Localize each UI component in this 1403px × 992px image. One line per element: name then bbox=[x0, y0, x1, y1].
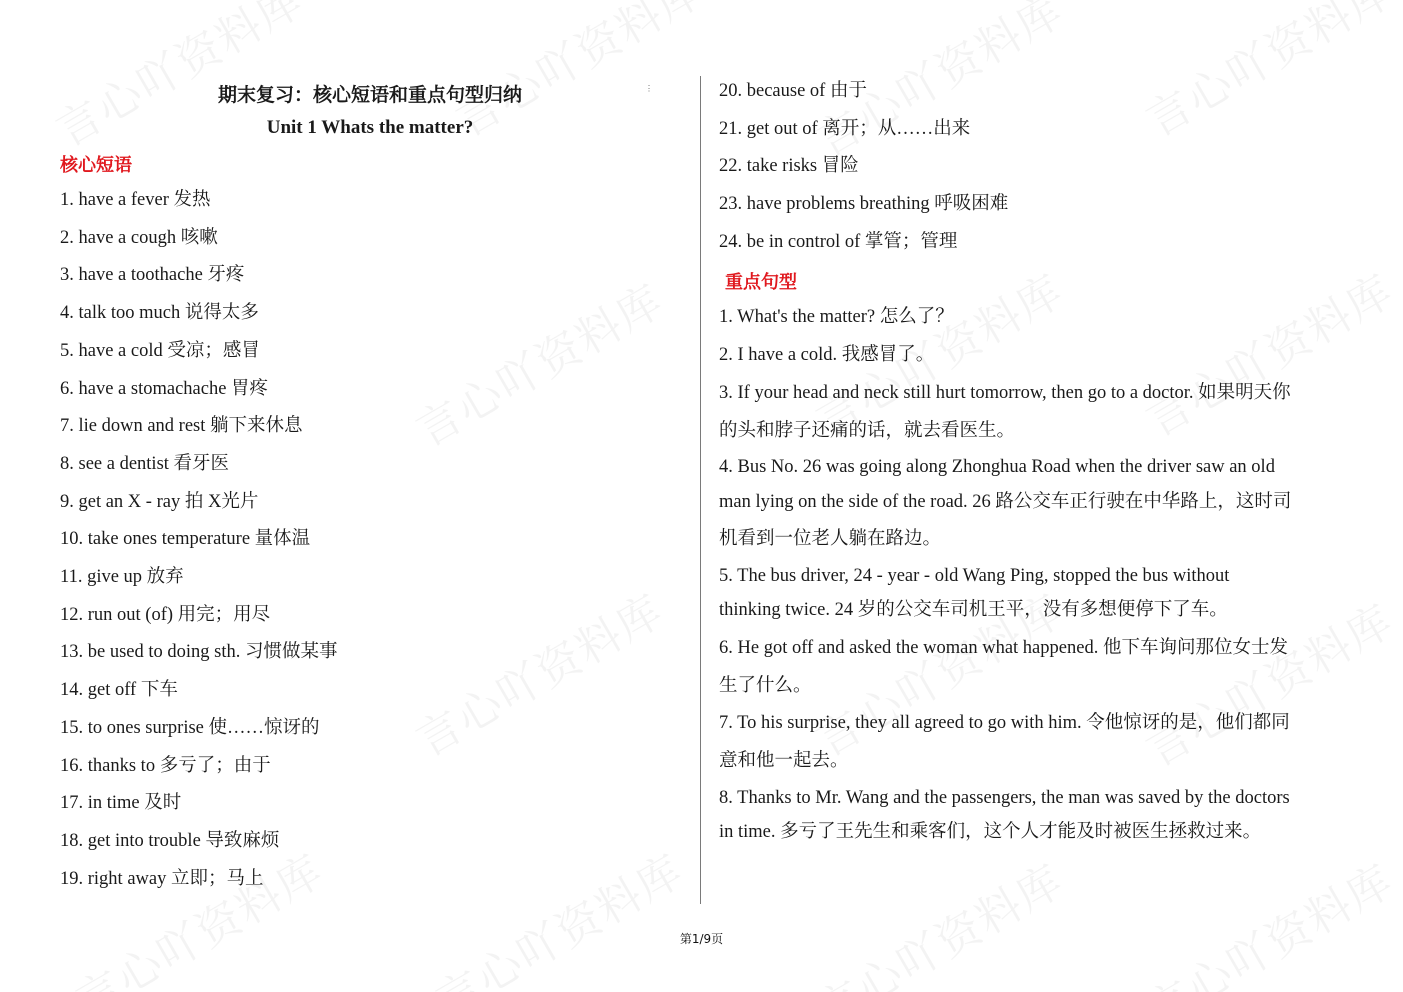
sentence-line: 2. I have a cold. 我感冒了。 bbox=[719, 345, 935, 365]
phrase-item: 11. give up 放弃 bbox=[60, 567, 184, 587]
phrase-item: 1. have a fever 发热 bbox=[60, 190, 211, 210]
phrase-item: 5. have a cold 受凉；感冒 bbox=[60, 340, 260, 361]
phrase-item: 7. lie down and rest 躺下来休息 bbox=[60, 416, 303, 437]
phrase-item: 3. have a toothache 牙疼 bbox=[60, 265, 245, 286]
phrase-item: 14. get off 下车 bbox=[60, 680, 178, 701]
sentence-line: man lying on the side of the road. 26 路公交车正行驶在中华路上，这时司 bbox=[719, 492, 1292, 512]
watermark bbox=[62, 835, 333, 992]
column-divider bbox=[700, 76, 701, 904]
phrase-item: 22. take risks 冒险 bbox=[719, 156, 859, 177]
sentence-line: 4. Bus No. 26 was going along Zhonghua Road when the driver saw an old bbox=[719, 457, 1275, 477]
page-number: 第1/9页 bbox=[679, 932, 724, 946]
phrase-item: 6. have a stomachache 胃疼 bbox=[60, 378, 269, 399]
sentence-line: thinking twice. 24 岁的公交车司机王平，没有多想便停下了车。 bbox=[719, 600, 1228, 620]
sentence-line: 的头和脖子还痛的话，就去看医生。 bbox=[719, 421, 1016, 441]
watermark bbox=[402, 575, 673, 768]
phrase-item: 9. get an X - ray 拍 X光片 bbox=[60, 491, 259, 512]
watermark bbox=[1132, 0, 1403, 149]
watermark bbox=[802, 845, 1073, 992]
phrase-item: 24. be in control of 掌管；管理 bbox=[719, 231, 958, 252]
watermark bbox=[1132, 845, 1403, 992]
phrase-item: 12. run out (of) 用完；用尽 bbox=[60, 604, 271, 625]
sentence-line: 6. He got off and asked the woman what happened. 他下车询问那位女士发 bbox=[719, 638, 1288, 658]
sentences-heading: 重点句型 bbox=[725, 272, 797, 293]
sentence-line: 8. Thanks to Mr. Wang and the passengers, the man was saved by the doctors bbox=[719, 788, 1290, 808]
watermark bbox=[1132, 255, 1403, 448]
phrase-item: 17. in time 及时 bbox=[60, 793, 182, 814]
watermark bbox=[402, 265, 673, 458]
phrase-item: 23. have problems breathing 呼吸困难 bbox=[719, 194, 1009, 215]
phrase-item: 8. see a dentist 看牙医 bbox=[60, 453, 230, 474]
sentence-line: 5. The bus driver, 24 - year - old Wang Ping, stopped the bus without bbox=[719, 566, 1230, 586]
sentence-line: 机看到一位老人躺在路边。 bbox=[719, 529, 942, 549]
watermark bbox=[422, 835, 693, 992]
phrase-item: 21. get out of 离开；从……出来 bbox=[719, 118, 971, 139]
phrase-item: 13. be used to doing sth. 习惯做某事 bbox=[60, 642, 338, 663]
unit-title: Unit 1 Whats the matter? bbox=[266, 117, 474, 138]
phrase-item: 16. thanks to 多亏了；由于 bbox=[60, 755, 271, 776]
phrase-item: 19. right away 立即；马上 bbox=[60, 868, 264, 889]
phrase-item: 18. get into trouble 导致麻烦 bbox=[60, 830, 280, 851]
page-title: 期末复习：核心短语和重点句型归纳 bbox=[217, 85, 522, 106]
sentence-line: 1. What's the matter? 怎么了？ bbox=[719, 307, 954, 327]
phrases-heading: 核心短语 bbox=[60, 155, 132, 176]
phrase-item: 15. to ones surprise 使……惊讶的 bbox=[60, 717, 320, 738]
phrase-item: 4. talk too much 说得太多 bbox=[60, 303, 259, 324]
sentence-line: 7. To his surprise, they all agreed to go with him. 令他惊讶的是，他们都同 bbox=[719, 713, 1290, 733]
phrase-item: 2. have a cough 咳嗽 bbox=[60, 227, 218, 248]
sentence-line: 意和他一起去。 bbox=[719, 751, 849, 771]
phrase-item: 10. take ones temperature 量体温 bbox=[60, 529, 311, 550]
sentence-line: 3. If your head and neck still hurt tomorrow, then go to a doctor. 如果明天你 bbox=[719, 383, 1291, 403]
sentence-line: in time. 多亏了王先生和乘客们，这个人才能及时被医生拯救过来。 bbox=[719, 822, 1262, 842]
sentence-line: 生了什么。 bbox=[719, 676, 812, 696]
phrase-item: 20. because of 由于 bbox=[719, 81, 867, 101]
dot-mark: ⋮ bbox=[645, 84, 653, 93]
